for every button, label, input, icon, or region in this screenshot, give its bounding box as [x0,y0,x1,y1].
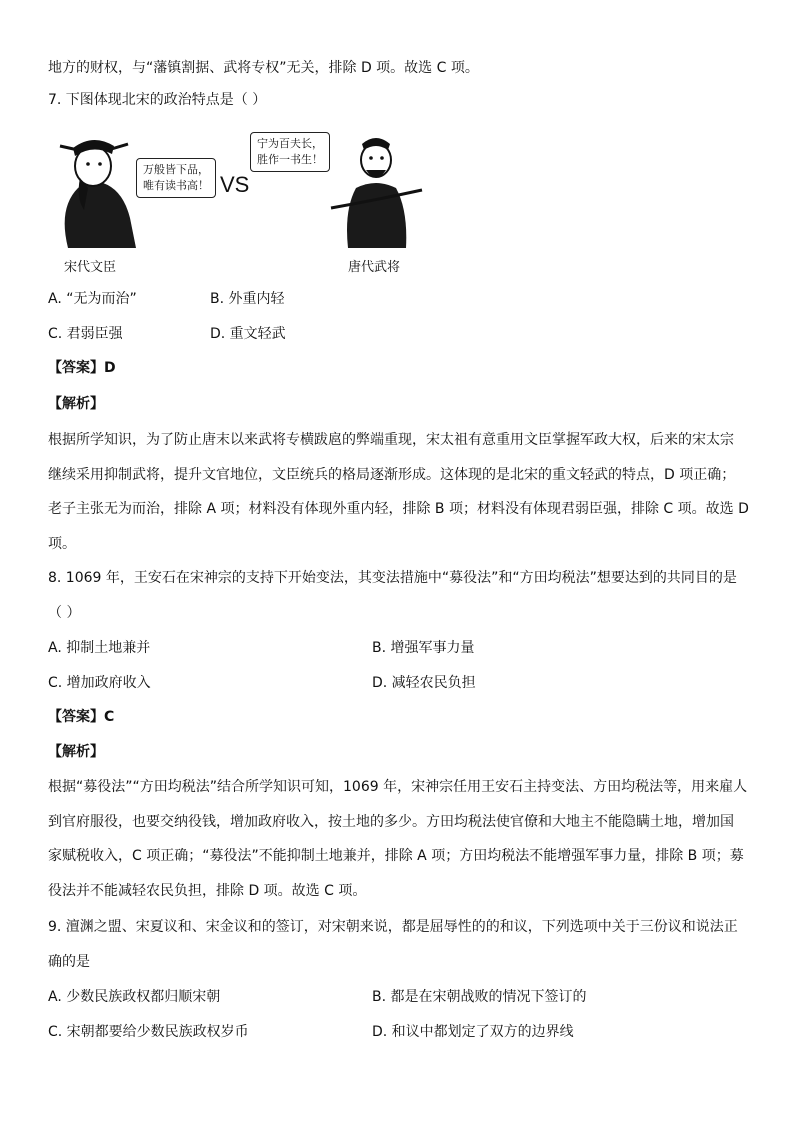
left-caption: 宋代文臣 [64,260,117,275]
bubble-text: 万般皆下品， [143,163,209,176]
option-d: D. 重文轻武 [210,326,286,342]
option-c: C. 增加政府收入 [48,675,151,691]
option-c: C. 宋朝都要给少数民族政权岁币 [48,1024,249,1040]
bubble-text: 宁为百夫长， [257,137,323,150]
analysis-label: 【解析】 [48,744,104,760]
text-line: 项。 [48,536,76,552]
text-line: 根据“募役法”“方田均税法”结合所学知识可知，1069 年，宋神宗任用王安石主持变法、方田均税法等，用来雇人 [48,779,748,795]
question-9-stem: 9. 澶渊之盟、宋夏议和、宋金议和的签订，对宋朝来说，都是屈辱性的的和议，下列选项中关于三份议和说法正 [48,919,738,935]
right-caption: 唐代武将 [348,260,401,275]
option-c: C. 君弱臣强 [48,326,123,342]
option-a: A. 少数民族政权都归顺宋朝 [48,989,221,1005]
answer-label: 【答案】C [48,709,115,725]
cartoon-figure [48,128,428,278]
scholar-speech-bubble [136,158,216,198]
option-a: A. 抑制土地兼并 [48,640,151,656]
text-line: 确的是 [48,954,90,970]
text-line: 役法并不能减轻农民负担，排除 D 项。故选 C 项。 [48,883,367,899]
text-line: 继续采用抑制武将，提升文官地位，文臣统兵的格局逐渐形成。这体现的是北宋的重文轻武的特点，D 项正确； [48,467,736,483]
vs-label: VS [220,172,250,197]
text-line: 地方的财权，与“藩镇割据、武将专权”无关，排除 D 项。故选 C 项。 [48,60,479,76]
scholar-illustration [48,128,148,248]
text-line: 家赋税收入，C 项正确；“募役法”不能抑制土地兼并，排除 A 项；方田均税法不能增强军事力量，排除 B 项；募 [48,848,744,864]
question-8-stem: 8. 1069 年，王安石在宋神宗的支持下开始变法，其变法措施中“募役法”和“方田均税法”想要达到的共同目的是 [48,570,737,586]
option-d: D. 减轻农民负担 [372,675,476,691]
bubble-text: 唯有读书高！ [143,179,209,192]
option-b: B. 外重内轻 [210,291,285,307]
answer-label: 【答案】D [48,360,116,376]
text-line: 根据所学知识，为了防止唐末以来武将专横跋扈的弊端重现，宋太祖有意重用文臣掌握军政大权，后来的宋太宗 [48,432,734,448]
general-illustration [326,130,426,250]
text-line: 老子主张无为而治，排除 A 项；材料没有体现外重内轻，排除 B 项；材料没有体现君弱臣强，排除 C 项。故选 D [48,501,749,517]
option-d: D. 和议中都划定了双方的边界线 [372,1024,574,1040]
analysis-label: 【解析】 [48,396,104,412]
text-line: （ ） [48,605,81,621]
general-speech-bubble [250,132,330,172]
option-b: B. 增强军事力量 [372,640,475,656]
text-line: 到官府服役，也要交纳役钱，增加政府收入，按土地的多少。方田均税法使官僚和大地主不能隐瞒土地，增加国 [48,814,734,830]
option-a: A. “无为而治” [48,291,137,307]
bubble-text: 胜作一书生！ [257,153,323,166]
option-b: B. 都是在宋朝战败的情况下签订的 [372,989,587,1005]
question-7-stem: 7. 下图体现北宋的政治特点是（ ） [48,92,267,108]
